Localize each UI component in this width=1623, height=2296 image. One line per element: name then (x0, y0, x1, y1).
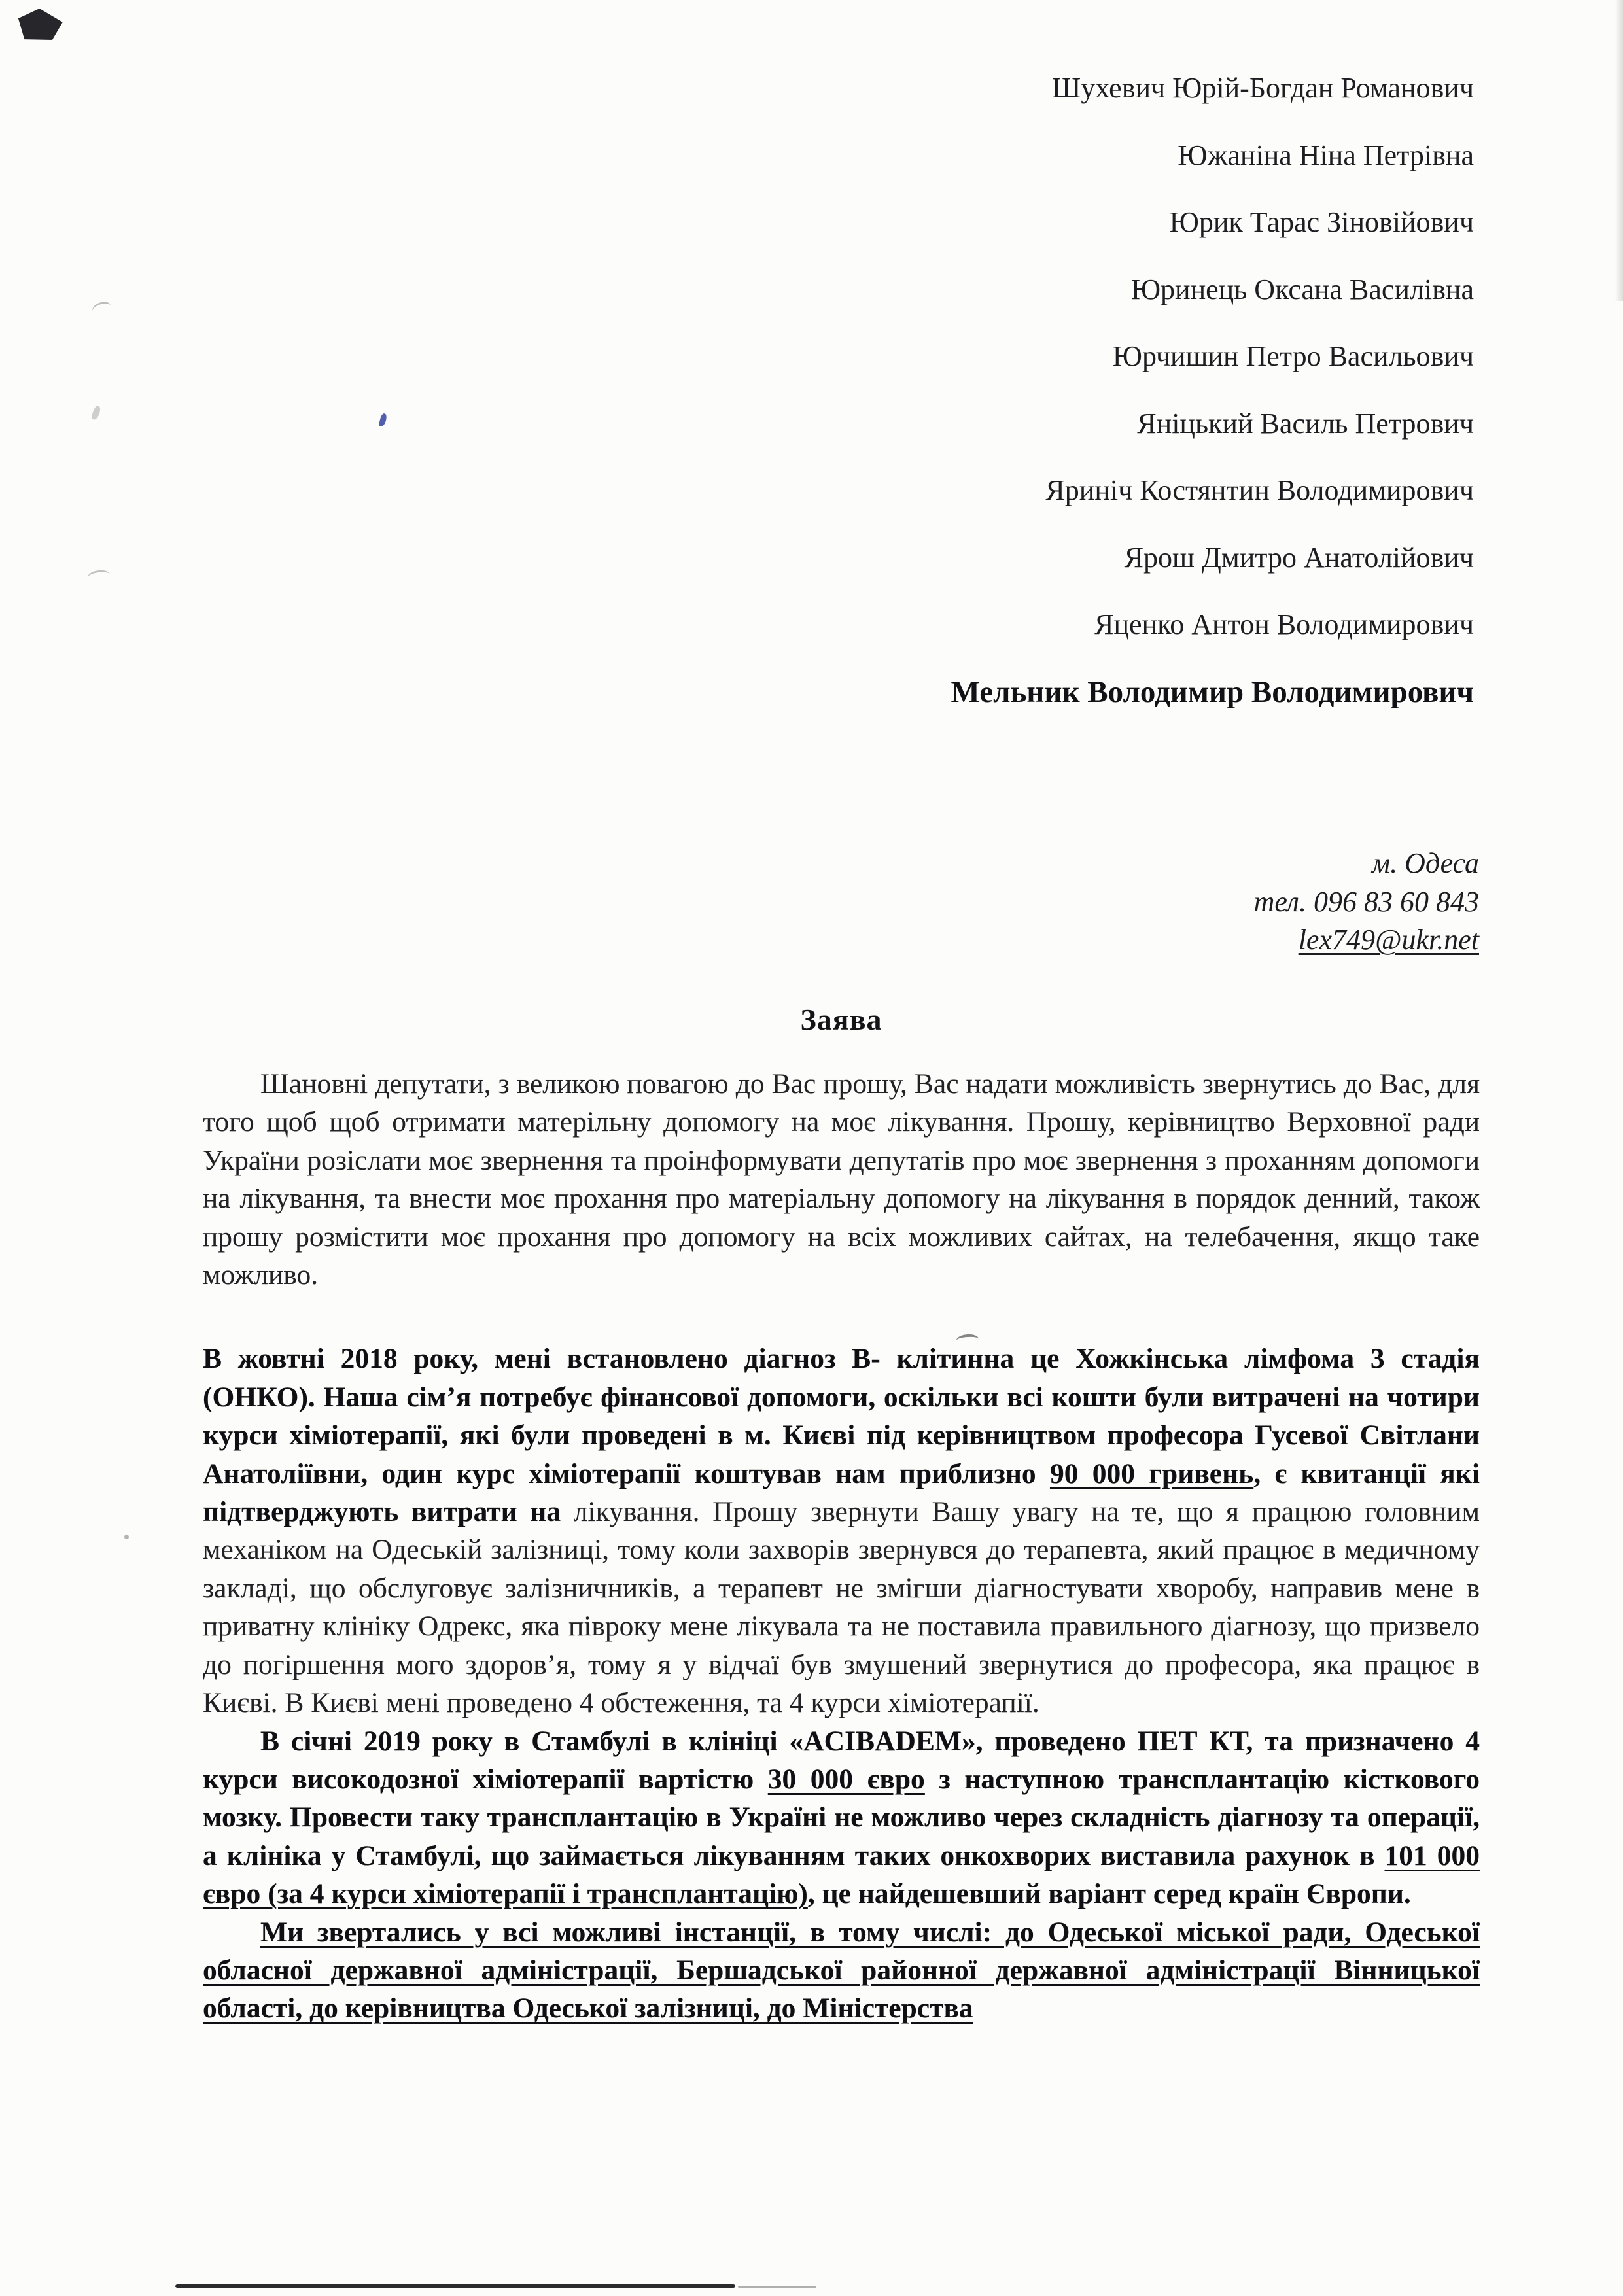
scan-artifact-right-edge-shadow (1615, 0, 1623, 301)
contact-block (1254, 844, 1479, 960)
text-run-bold: з наступною трансплантацію кісткового мозку. Провести таку трансплантацію в Україні не можливо через складність діагнозу та операції, а клініка у Стамбулі, що займається лікуванням таких онкохворих виставила рахунок в (203, 1763, 1480, 1871)
text-run-bold: В жовтні 2018 року, мені встановлено діагноз В- клітинна це Хожкінська лімфома 3 стадія (ОНКО). Наша сім’я потребує фінансової допомоги, оскільки всі кошти були витрачені на чотири курси хіміотерапії, які були проведені в м. Києві під керівництвом професора Гусевої Світлани Анатоліївни, один курс хіміотерапії коштував нам приблизно (203, 1343, 1480, 1489)
contact-city: м. Одеса (1372, 847, 1479, 879)
text-run-bold: , є квитанції які підтверджують витрати на (203, 1457, 1480, 1528)
scan-artifact-pencil-mark-3 (87, 569, 111, 583)
text-run-bold: , це найдешевший варіант серед країн Європи. (807, 1878, 1411, 1910)
contact-email: lex749@ukr.net (1298, 924, 1479, 956)
scan-artifact-ink-mark (379, 413, 388, 427)
addressee-name: Яценко Антон Володимирович (1094, 608, 1474, 640)
paragraph-intro: Шановні депутати, з великою повагою до Вас прошу, Вас надати можливість звернутись до Вас, для того щоб щоб отримати матерільну допомогу на моє лікування. Прошу, керівництво Верховної ради України розіслати моє звернення та проінформувати депутатів про моє звернення з проханням допомоги на лікування, та внести моє прохання про матеріальну допомогу на лікування в порядок денний, також прошу розмістити моє прохання про допомогу на всіх можливих сайтах, на телебачення, якщо таке можливо. (203, 1068, 1480, 1291)
text-run-bold: В січні 2019 року в Стамбулі в клініці «ACIBADEM», проведено ПЕТ КТ, та призначено 4 курси високодозної хіміотерапії вартістю (203, 1725, 1480, 1795)
addressee-name: Юрчишин Петро Васильович (1112, 340, 1474, 372)
scan-artifact-pencil-mark-1 (90, 300, 113, 318)
scan-artifact-bottom-edge-line-faint (738, 2286, 816, 2288)
addressee-name: Южаніна Ніна Петрівна (1178, 139, 1474, 171)
addressee-name: Юрик Тарас Зіновійович (1169, 206, 1474, 238)
scan-artifact-corner-mark (16, 6, 65, 44)
paragraph-appeals: Ми звертались у всі можливі інстанції, в тому числі: до Одеської міської ради, Одеської обласної державної адміністрації, Бершадської районної державної адміністрації Вінницької області, до керівництва Одеської залізниці, до Міністерства (203, 1916, 1480, 2025)
addressee-name: Юринець Оксана Василівна (1130, 273, 1474, 305)
paragraph-diagnosis (203, 1340, 1480, 1722)
text-run-amount-eur-2: 101 000 євро (за 4 курси хіміотерапії і трансплантацію) (203, 1839, 1480, 1910)
addressee-name: Ярош Дмитро Анатолійович (1124, 541, 1474, 574)
contact-phone: тел. 096 83 60 843 (1253, 885, 1479, 918)
addressee-list (951, 55, 1474, 725)
addressee-name: Яриніч Костянтин Володимирович (1045, 474, 1474, 506)
addressee-name: Яніцький Василь Петрович (1137, 407, 1474, 440)
scan-artifact-pencil-mark-2 (91, 405, 101, 421)
document-title: Заява (800, 1003, 882, 1036)
text-run-regular: лікування. Прошу звернути Вашу увагу на те, що я працюю головним механіком на Одеській залізниці, тому коли захворів звернувся до терапевта, який працює в медичному закладі, що обслуговує залізничників, а терапевт не змігши діагностувати хворобу, направив мене в приватну клініку Одрекс, яка півроку мене лікувала та не поставила правильного діагнозу, що призвело до погіршення мого здоров’я, тому я у відчаї був змушений звернутися до професора, яка працює в Києві. В Києві мені проведено 4 обстеження, та 4 курси хіміотерапії. (203, 1496, 1480, 1719)
text-run-amount-eur-1: 30 000 євро (767, 1763, 925, 1795)
paragraph-treatment-cost (203, 1722, 1480, 1913)
addressee-name-applicant: Мельник Володимир Володимирович (951, 674, 1474, 709)
text-run-amount-uah: 90 000 гривень (1049, 1457, 1254, 1489)
scan-artifact-bottom-edge-line (175, 2284, 735, 2288)
addressee-name: Шухевич Юрій-Богдан Романович (1051, 72, 1474, 104)
scan-artifact-speck (124, 1535, 129, 1539)
document-body (203, 1065, 1480, 2028)
